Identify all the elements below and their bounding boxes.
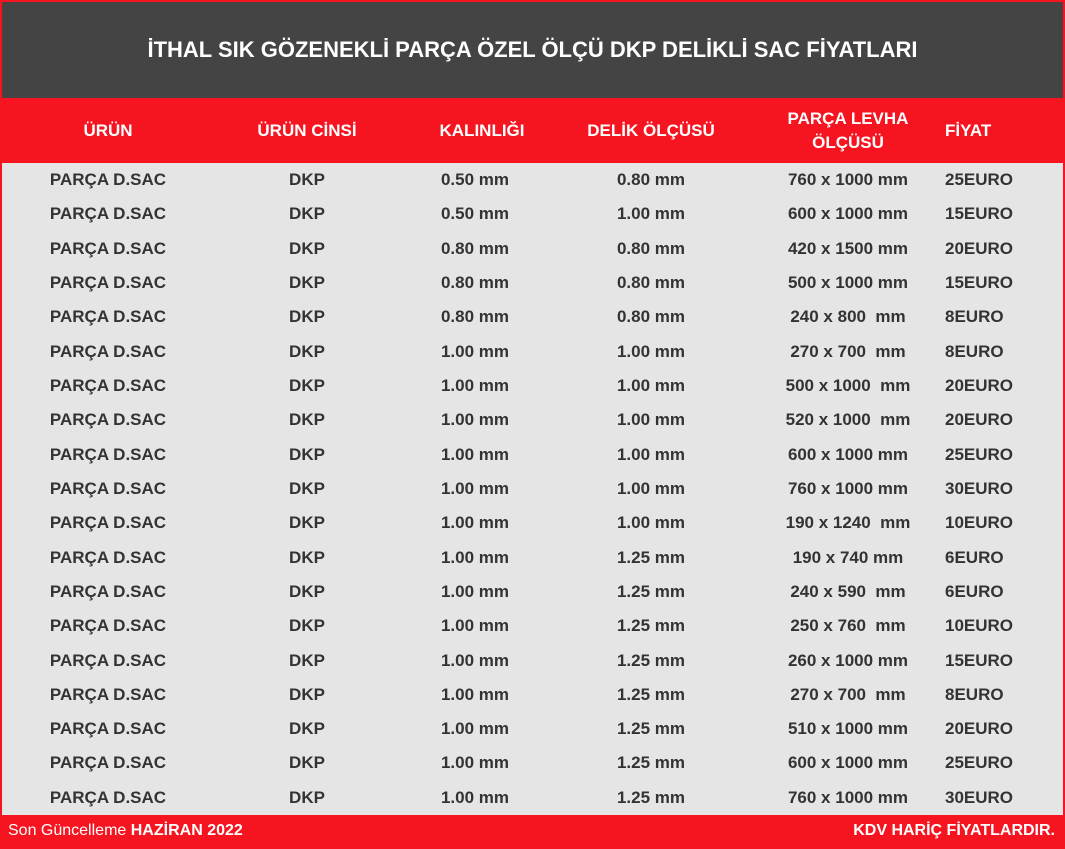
sheet-size-cell: 270 x 700 mm (790, 341, 906, 361)
product-cell: PARÇA D.SAC (49, 204, 167, 224)
table-row (2, 609, 1063, 643)
type-cell: DKP (289, 376, 325, 396)
type-cell: DKP (289, 444, 325, 464)
sheet-size-cell: 270 x 700 mm (790, 684, 906, 704)
thickness-cell: 1.00 mm (440, 719, 510, 739)
hole-size-cell: 1.25 mm (616, 787, 686, 807)
price-cell: 15EURO (945, 273, 1014, 293)
price-cell: 25EURO (945, 170, 1014, 190)
sheet-size-cell: 260 x 1000 mm (787, 650, 909, 670)
hole-size-cell: 0.80 mm (616, 307, 686, 327)
price-cell: 8EURO (945, 307, 1004, 327)
vat-note: KDV HARİÇ FİYATLARDIR. (853, 822, 1055, 839)
product-cell: PARÇA D.SAC (49, 410, 167, 430)
sheet-size-cell: 760 x 1000 mm (787, 170, 909, 190)
last-updated (8, 822, 243, 840)
thickness-cell: 1.00 mm (440, 581, 510, 601)
table-row (2, 369, 1063, 403)
type-cell: DKP (289, 650, 325, 670)
sheet-size-cell: 760 x 1000 mm (787, 787, 909, 807)
price-cell: 6EURO (945, 547, 1004, 567)
sheet-size-cell: 510 x 1000 mm (787, 719, 909, 739)
price-cell: 25EURO (945, 753, 1014, 773)
product-cell: PARÇA D.SAC (49, 753, 167, 773)
column-header-hole-size: DELİK ÖLÇÜSÜ (587, 120, 715, 140)
product-cell: PARÇA D.SAC (49, 341, 167, 361)
table-row (2, 403, 1063, 437)
sheet-size-cell: 250 x 760 mm (790, 616, 906, 636)
product-cell: PARÇA D.SAC (49, 238, 167, 258)
type-cell: DKP (289, 307, 325, 327)
type-cell: DKP (289, 170, 325, 190)
type-cell: DKP (289, 410, 325, 430)
column-header-sheet-size: PARÇA LEVHA ÖLÇÜSÜ (787, 108, 909, 152)
price-cell: 6EURO (945, 581, 1004, 601)
type-cell: DKP (289, 547, 325, 567)
product-cell: PARÇA D.SAC (49, 273, 167, 293)
column-header-product: ÜRÜN (83, 120, 133, 140)
hole-size-cell: 0.80 mm (616, 238, 686, 258)
type-cell: DKP (289, 787, 325, 807)
type-cell: DKP (289, 204, 325, 224)
thickness-cell: 0.50 mm (440, 204, 510, 224)
type-cell: DKP (289, 719, 325, 739)
sheet-size-cell: 240 x 800 mm (790, 307, 906, 327)
table-row (2, 300, 1063, 334)
thickness-cell: 1.00 mm (440, 341, 510, 361)
sheet-size-cell: 760 x 1000 mm (787, 478, 909, 498)
hole-size-cell: 0.80 mm (616, 170, 686, 190)
table-row (2, 197, 1063, 231)
page-title: İTHAL SIK GÖZENEKLİ PARÇA ÖZEL ÖLÇÜ DKP DELİKLİ SAC FİYATLARI (147, 37, 918, 62)
product-cell: PARÇA D.SAC (49, 547, 167, 567)
price-cell: 10EURO (945, 513, 1014, 533)
sheet-size-cell: 600 x 1000 mm (787, 444, 909, 464)
product-cell: PARÇA D.SAC (49, 376, 167, 396)
product-cell: PARÇA D.SAC (49, 478, 167, 498)
thickness-cell: 0.80 mm (440, 307, 510, 327)
product-cell: PARÇA D.SAC (49, 719, 167, 739)
hole-size-cell: 1.00 mm (616, 513, 686, 533)
hole-size-cell: 1.00 mm (616, 410, 686, 430)
type-cell: DKP (289, 273, 325, 293)
price-cell: 8EURO (945, 684, 1004, 704)
column-header-thickness: KALINLIĞI (439, 120, 525, 140)
table-row (2, 575, 1063, 609)
sheet-size-cell: 600 x 1000 mm (787, 204, 909, 224)
product-cell: PARÇA D.SAC (49, 581, 167, 601)
type-cell: DKP (289, 616, 325, 636)
price-cell: 20EURO (945, 376, 1014, 396)
table-row (2, 266, 1063, 300)
product-cell: PARÇA D.SAC (49, 787, 167, 807)
hole-size-cell: 1.25 mm (616, 650, 686, 670)
product-cell: PARÇA D.SAC (49, 684, 167, 704)
table-row (2, 232, 1063, 266)
footer-bar (2, 815, 1063, 847)
sheet-size-cell: 190 x 1240 mm (785, 513, 911, 533)
sheet-size-cell: 190 x 740 mm (792, 547, 904, 567)
thickness-cell: 1.00 mm (440, 787, 510, 807)
thickness-cell: 1.00 mm (440, 753, 510, 773)
product-cell: PARÇA D.SAC (49, 170, 167, 190)
sheet-size-cell: 500 x 1000 mm (785, 376, 911, 396)
thickness-cell: 0.80 mm (440, 273, 510, 293)
price-cell: 8EURO (945, 341, 1004, 361)
table-row (2, 540, 1063, 574)
thickness-cell: 0.50 mm (440, 170, 510, 190)
table-row (2, 643, 1063, 677)
thickness-cell: 1.00 mm (440, 410, 510, 430)
last-updated-value: HAZİRAN 2022 (130, 822, 243, 839)
thickness-cell: 0.80 mm (440, 238, 510, 258)
table-row (2, 506, 1063, 540)
price-cell: 20EURO (945, 719, 1014, 739)
price-cell: 10EURO (945, 616, 1014, 636)
hole-size-cell: 1.00 mm (616, 444, 686, 464)
sheet-size-cell: 600 x 1000 mm (787, 753, 909, 773)
price-cell: 15EURO (945, 650, 1014, 670)
table-row (2, 746, 1063, 780)
product-cell: PARÇA D.SAC (49, 616, 167, 636)
thickness-cell: 1.00 mm (440, 478, 510, 498)
table-row (2, 712, 1063, 746)
thickness-cell: 1.00 mm (440, 547, 510, 567)
table-body (2, 163, 1063, 815)
hole-size-cell: 1.25 mm (616, 719, 686, 739)
product-cell: PARÇA D.SAC (49, 650, 167, 670)
type-cell: DKP (289, 478, 325, 498)
price-cell: 30EURO (945, 787, 1014, 807)
price-cell: 20EURO (945, 410, 1014, 430)
table-row (2, 438, 1063, 472)
column-header-price: FİYAT (945, 120, 992, 140)
thickness-cell: 1.00 mm (440, 684, 510, 704)
hole-size-cell: 1.00 mm (616, 341, 686, 361)
product-cell: PARÇA D.SAC (49, 444, 167, 464)
hole-size-cell: 1.25 mm (616, 753, 686, 773)
price-cell: 15EURO (945, 204, 1014, 224)
sheet-size-cell: 500 x 1000 mm (787, 273, 909, 293)
hole-size-cell: 1.25 mm (616, 581, 686, 601)
hole-size-cell: 1.00 mm (616, 204, 686, 224)
thickness-cell: 1.00 mm (440, 444, 510, 464)
type-cell: DKP (289, 513, 325, 533)
table-row (2, 335, 1063, 369)
type-cell: DKP (289, 753, 325, 773)
hole-size-cell: 1.25 mm (616, 616, 686, 636)
sheet-size-cell: 420 x 1500 mm (787, 238, 909, 258)
type-cell: DKP (289, 684, 325, 704)
price-cell: 20EURO (945, 238, 1014, 258)
price-cell: 30EURO (945, 478, 1014, 498)
thickness-cell: 1.00 mm (440, 376, 510, 396)
thickness-cell: 1.00 mm (440, 616, 510, 636)
table-row (2, 781, 1063, 815)
product-cell: PARÇA D.SAC (49, 513, 167, 533)
hole-size-cell: 1.25 mm (616, 547, 686, 567)
column-header-type: ÜRÜN CİNSİ (257, 120, 357, 140)
hole-size-cell: 1.25 mm (616, 684, 686, 704)
sheet-size-cell: 240 x 590 mm (790, 581, 906, 601)
hole-size-cell: 0.80 mm (616, 273, 686, 293)
price-cell: 25EURO (945, 444, 1014, 464)
product-cell: PARÇA D.SAC (49, 307, 167, 327)
thickness-cell: 1.00 mm (440, 650, 510, 670)
type-cell: DKP (289, 341, 325, 361)
table-row (2, 678, 1063, 712)
hole-size-cell: 1.00 mm (616, 478, 686, 498)
sheet-size-cell: 520 x 1000 mm (785, 410, 911, 430)
hole-size-cell: 1.00 mm (616, 376, 686, 396)
table-row (2, 472, 1063, 506)
title-bar (2, 2, 1063, 98)
type-cell: DKP (289, 581, 325, 601)
table-row (2, 163, 1063, 197)
last-updated-label: Son Güncelleme (8, 822, 127, 839)
table-header-row (2, 98, 1063, 163)
thickness-cell: 1.00 mm (440, 513, 510, 533)
type-cell: DKP (289, 238, 325, 258)
